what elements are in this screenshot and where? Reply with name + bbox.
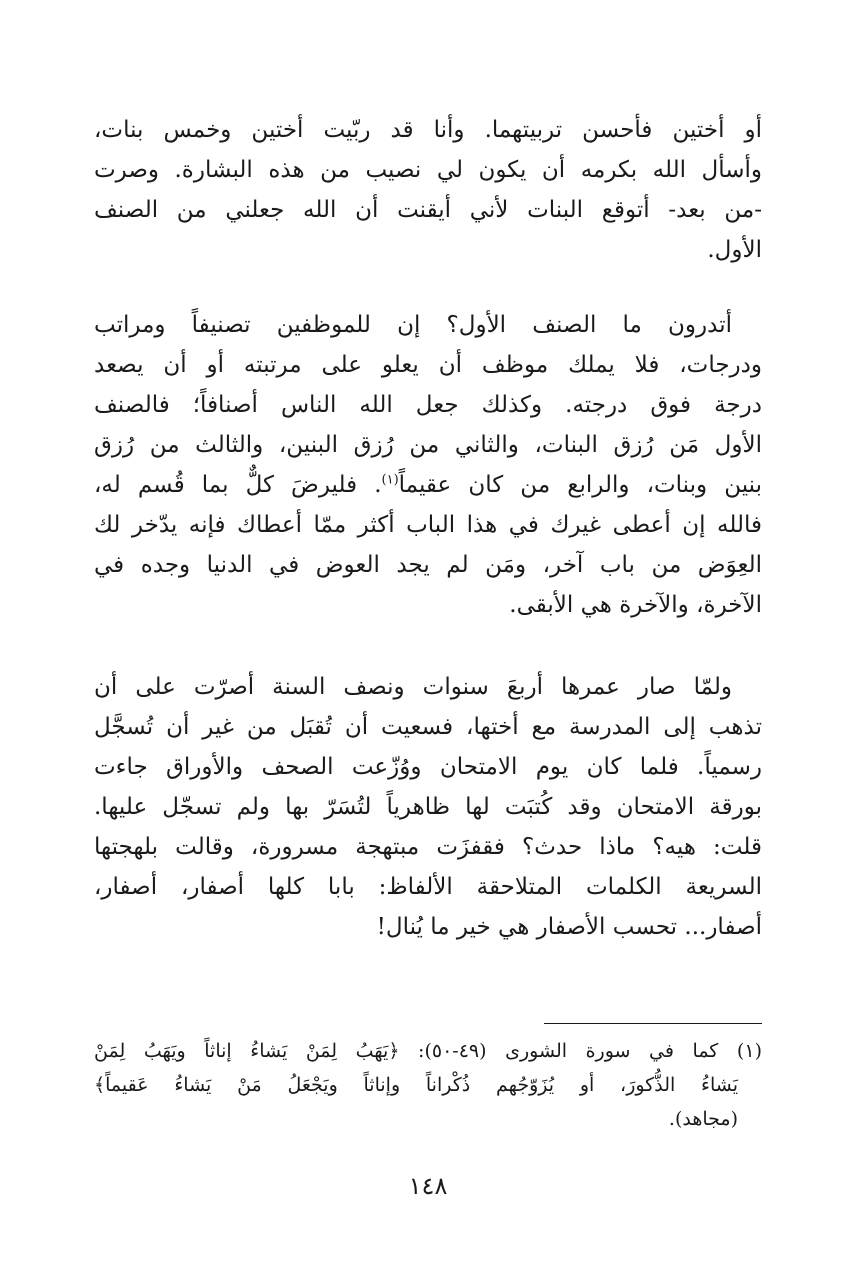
- text-line: أتدرون ما الصنف الأول؟ إن للموظفين تصنيفاً ومراتب: [94, 312, 732, 338]
- footnote-line: (مجاهد).: [668, 1108, 738, 1130]
- paragraph-1: [94, 110, 762, 270]
- text-line: الأول مَن رُزق البنات، والثاني من رُزق البنين، والثالث من رُزق: [94, 432, 762, 458]
- text-line: بورقة الامتحان وقد كُتبَت لها ظاهرياً لتُسَرّ بها ولم تسجّل عليها.: [94, 794, 762, 820]
- text-line: رسمياً. فلما كان يوم الامتحان ووُزّعت الصحف والأوراق جاءت: [94, 754, 762, 780]
- text-line: -من بعد- أتوقع البنات لأني أيقنت أن الله جعلني من الصنف: [94, 197, 762, 223]
- text-line: أو أختين فأحسن تربيتهما. وأنا قد ربّيت أختين وخمس بنات،: [94, 117, 762, 143]
- text-segment: . فليرضَ كلٌّ بما قُسم له،: [94, 472, 382, 498]
- text-line: أصفار... تحسب الأصفار هي خير ما يُنال!: [376, 914, 762, 940]
- text-line: ولمّا صار عمرها أربعَ سنوات ونصف السنة أصرّت على أن: [94, 674, 732, 700]
- text-line: السريعة الكلمات المتلاحقة الألفاظ: بابا كلها أصفار، أصفار،: [94, 874, 762, 900]
- text-line: فالله إن أعطى غيرك في هذا الباب أكثر ممّا أعطاك فإنه يدّخر لك: [94, 512, 762, 538]
- text-line: الآخرة، والآخرة هي الأبقى.: [509, 592, 762, 618]
- page-number: ١٤٨: [408, 1172, 448, 1200]
- text-line: تذهب إلى المدرسة مع أختها، فسعيت أن تُقبَل من غير أن تُسجَّل: [94, 714, 762, 740]
- footnote-line: يَشاءُ الذُّكورَ، أو يُزَوّجُهم ذُكْراناً وإناثاً ويَجْعَلُ مَنْ يَشاءُ عَقيماً﴾: [94, 1074, 738, 1096]
- footnote: [94, 1034, 762, 1136]
- text-line-with-footnote: [94, 465, 762, 505]
- text-line: قلت: هيه؟ ماذا حدث؟ فقفزَت مبتهجة مسرورة، وقالت بلهجتها: [94, 834, 762, 860]
- text-segment: بنين وبنات، والرابع من كان عقيماً: [398, 472, 762, 498]
- paragraph-3: [94, 667, 762, 947]
- text-line: العِوَض من باب آخر، ومَن لم يجد العوض في الدنيا وجده في: [94, 552, 762, 578]
- text-line: ودرجات، فلا يملك موظف أن يعلو على مرتبته أو أن يصعد: [94, 352, 762, 378]
- text-line: وأسأل الله بكرمه أن يكون لي نصيب من هذه البشارة. وصرت: [94, 157, 762, 183]
- paragraph-2: [94, 305, 762, 625]
- footnote-divider: [544, 1023, 762, 1024]
- text-line: الأول.: [707, 237, 762, 263]
- footnote-marker[interactable]: (١): [381, 472, 399, 488]
- text-line: درجة فوق درجته. وكذلك جعل الله الناس أصنافاً؛ فالصنف: [94, 392, 762, 418]
- footnote-line: (١) كما في سورة الشورى (٤٩-٥٠): ﴿يَهَبُ لِمَنْ يَشاءُ إناثاً ويَهَبُ لِمَنْ: [94, 1040, 762, 1062]
